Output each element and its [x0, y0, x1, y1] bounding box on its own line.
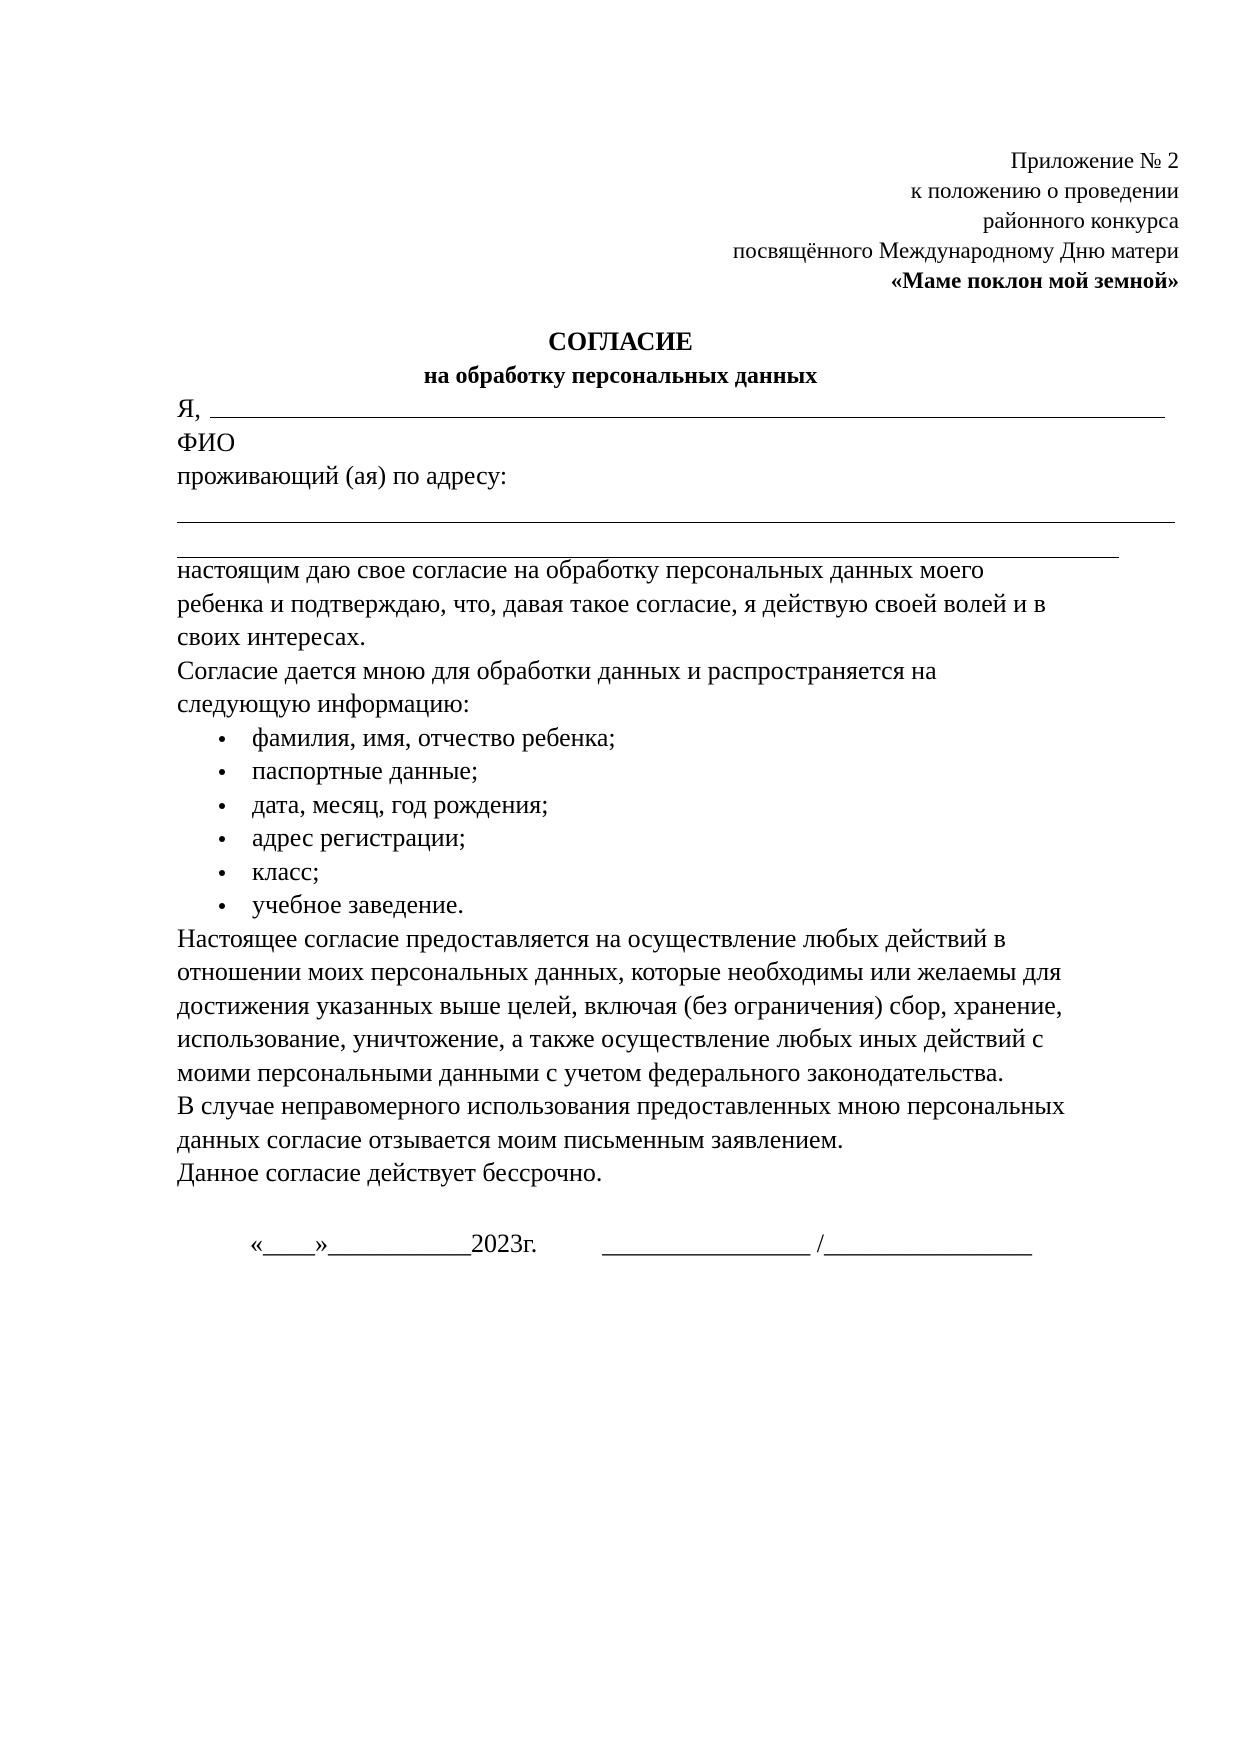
list-item-text: фамилия, имя, отчество ребенка; [252, 722, 616, 752]
consent-paragraph-3-line: моими персональными данными с учетом федерального законодательства. [177, 1057, 1004, 1087]
consent-paragraph-3-line: использование, уничтожение, а также осуществление любых иных действий с [177, 1024, 1044, 1053]
consent-paragraph-2-line: следующую информацию: [177, 689, 470, 718]
signature-row [250, 1227, 1032, 1260]
bullet-icon [219, 769, 225, 775]
data-items-list [177, 721, 1187, 922]
bullet-icon [219, 836, 225, 842]
address-blank-space-2 [177, 526, 1187, 553]
appendix-header [733, 146, 1179, 296]
consent-paragraph-5-line: Данное согласие действует бессрочно. [177, 1158, 603, 1187]
address-label: проживающий (ая) по адресу: [177, 461, 508, 490]
list-item [177, 855, 1187, 889]
consent-paragraph-3-line: отношении моих персональных данных, которые необходимы или желаемы для [177, 957, 1062, 986]
appendix-occasion: посвящённого Международному Дню матери [732, 238, 1179, 263]
list-item [177, 754, 1187, 788]
appendix-contest: районного конкурса [982, 208, 1179, 233]
consent-paragraph-3-line: Настоящее согласие предоставляется на осуществление любых действий в [177, 923, 1006, 953]
date-field[interactable]: «____»___________2023г. [250, 1229, 538, 1258]
address-blank-space-1 [177, 493, 1187, 527]
appendix-reference: к положению о проведении [910, 178, 1179, 203]
signature-field[interactable]: ________________ /________________ [602, 1229, 1032, 1258]
list-item-text: класс; [252, 856, 320, 886]
bullet-icon [219, 736, 225, 742]
list-item [177, 821, 1187, 855]
list-item-text: паспортные данные; [252, 756, 479, 785]
consent-paragraph-2-line: Согласие дается мною для обработки данных и распространяется на [177, 655, 937, 685]
consent-paragraph-1-line: ребенка и подтверждаю, что, давая такое согласие, я действую своей волей и в [177, 588, 1046, 618]
list-item-text: адрес регистрации; [252, 823, 466, 852]
consent-paragraph-3-line: достижения указанных выше целей, включая (без ограничения) сбор, хранение, [177, 990, 1063, 1020]
consent-body [177, 392, 1187, 1190]
fio-label: ФИО [177, 427, 236, 457]
list-item [177, 888, 1187, 922]
bullet-icon [219, 870, 225, 876]
document-subtitle: на обработку персональных данных [423, 363, 818, 389]
bullet-icon [219, 803, 225, 809]
appendix-contest-name: «Маме поклон мой земной» [890, 268, 1179, 293]
document-title: СОГЛАСИЕ [548, 327, 693, 356]
list-item [177, 788, 1187, 822]
list-item [177, 721, 1187, 755]
list-item-text: дата, месяц, год рождения; [252, 789, 549, 819]
consent-paragraph-1-line: настоящим даю свое согласие на обработку персональных данных моего [177, 555, 984, 584]
consent-paragraph-4-line: данных согласие отзывается моим письменным заявлением. [177, 1124, 844, 1154]
i-label: Я, [177, 394, 201, 423]
consent-paragraph-1-line: своих интересах. [177, 622, 366, 651]
bullet-icon [219, 903, 225, 909]
consent-paragraph-4-line: В случае неправомерного использования предоставленных мною персональных [177, 1091, 1065, 1120]
appendix-number: Приложение № 2 [1010, 148, 1179, 173]
list-item-text: учебное заведение. [252, 890, 464, 919]
